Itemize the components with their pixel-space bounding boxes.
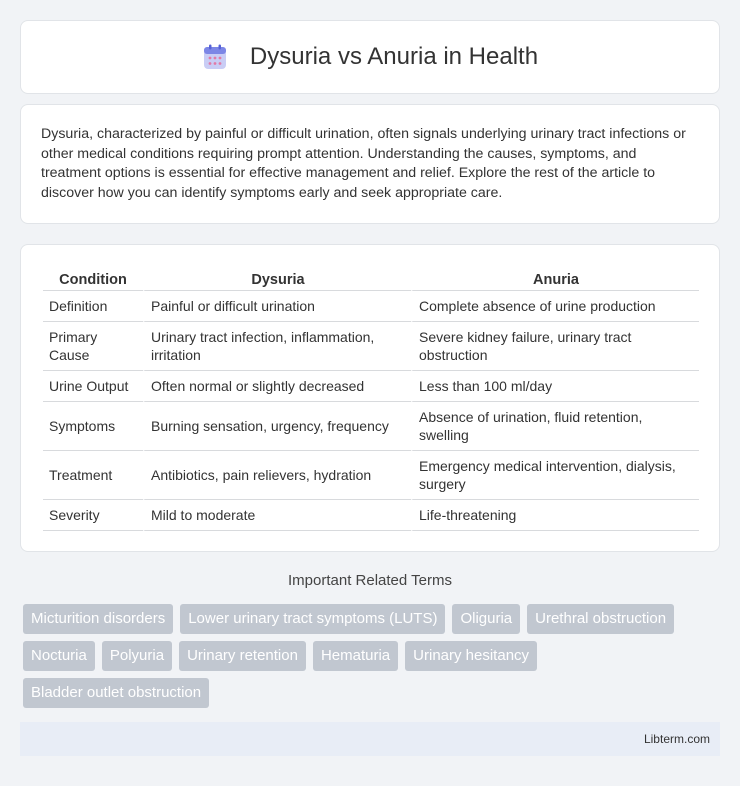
related-terms-title: Important Related Terms: [288, 572, 452, 589]
tag-oliguria[interactable]: Oliguria: [452, 604, 520, 634]
anuria-cell: Less than 100 ml/day: [411, 371, 699, 402]
header-card: [20, 20, 720, 94]
intro-text: Dysuria, characterized by painful or difficult urination, often signals underlying urinary tract infections or other medical conditions requiring prompt attention. Understanding the causes, symptoms, and treatment options is essential for effective management and relief. Explore the rest of the article to discover how you can identify symptoms early and seek appropriate care.: [41, 126, 686, 201]
dysuria-cell: Often normal or slightly decreased: [143, 371, 411, 402]
row-label: Severity: [43, 500, 143, 531]
header-dysuria: Dysuria: [143, 265, 411, 291]
comparison-table: [43, 265, 699, 531]
intro-card: [20, 104, 720, 224]
tag-luts[interactable]: Lower urinary tract symptoms (LUTS): [180, 604, 445, 634]
tag-micturition-disorders[interactable]: Micturition disorders: [23, 604, 173, 634]
row-label: Primary Cause: [43, 322, 143, 371]
header-condition: Condition: [43, 265, 143, 291]
table-row: [43, 500, 699, 531]
anuria-cell: Complete absence of urine production: [411, 291, 699, 322]
dysuria-cell: Urinary tract infection, inflammation, irritation: [143, 322, 411, 371]
page-title: Dysuria vs Anuria in Health: [249, 43, 539, 70]
tag-hematuria[interactable]: Hematuria: [313, 641, 398, 671]
anuria-cell: Severe kidney failure, urinary tract obstruction: [411, 322, 699, 371]
dysuria-cell: Painful or difficult urination: [143, 291, 411, 322]
table-row: [43, 371, 699, 402]
tag-nocturia[interactable]: Nocturia: [23, 641, 95, 671]
table-row: [43, 291, 699, 322]
footer: [20, 722, 720, 756]
tag-urinary-retention[interactable]: Urinary retention: [179, 641, 306, 671]
calendar-icon: [202, 44, 228, 70]
related-terms-tags: [23, 604, 723, 708]
comparison-table-card: [20, 244, 720, 552]
tag-urethral-obstruction[interactable]: Urethral obstruction: [527, 604, 674, 634]
tag-urinary-hesitancy[interactable]: Urinary hesitancy: [405, 641, 537, 671]
header-anuria: Anuria: [411, 265, 699, 291]
dysuria-cell: Mild to moderate: [143, 500, 411, 531]
table-row: [43, 322, 699, 371]
row-label: Definition: [43, 291, 143, 322]
tag-bladder-outlet-obstruction[interactable]: Bladder outlet obstruction: [23, 678, 209, 708]
table-row: [43, 402, 699, 451]
footer-site-link[interactable]: Libterm.com: [643, 732, 710, 746]
anuria-cell: Emergency medical intervention, dialysis, surgery: [411, 451, 699, 500]
row-label: Symptoms: [43, 402, 143, 451]
table-row: [43, 451, 699, 500]
row-label: Treatment: [43, 451, 143, 500]
dysuria-cell: Antibiotics, pain relievers, hydration: [143, 451, 411, 500]
dysuria-cell: Burning sensation, urgency, frequency: [143, 402, 411, 451]
anuria-cell: Absence of urination, fluid retention, swelling: [411, 402, 699, 451]
row-label: Urine Output: [43, 371, 143, 402]
table-header-row: [43, 265, 699, 291]
tag-polyuria[interactable]: Polyuria: [102, 641, 172, 671]
anuria-cell: Life-threatening: [411, 500, 699, 531]
